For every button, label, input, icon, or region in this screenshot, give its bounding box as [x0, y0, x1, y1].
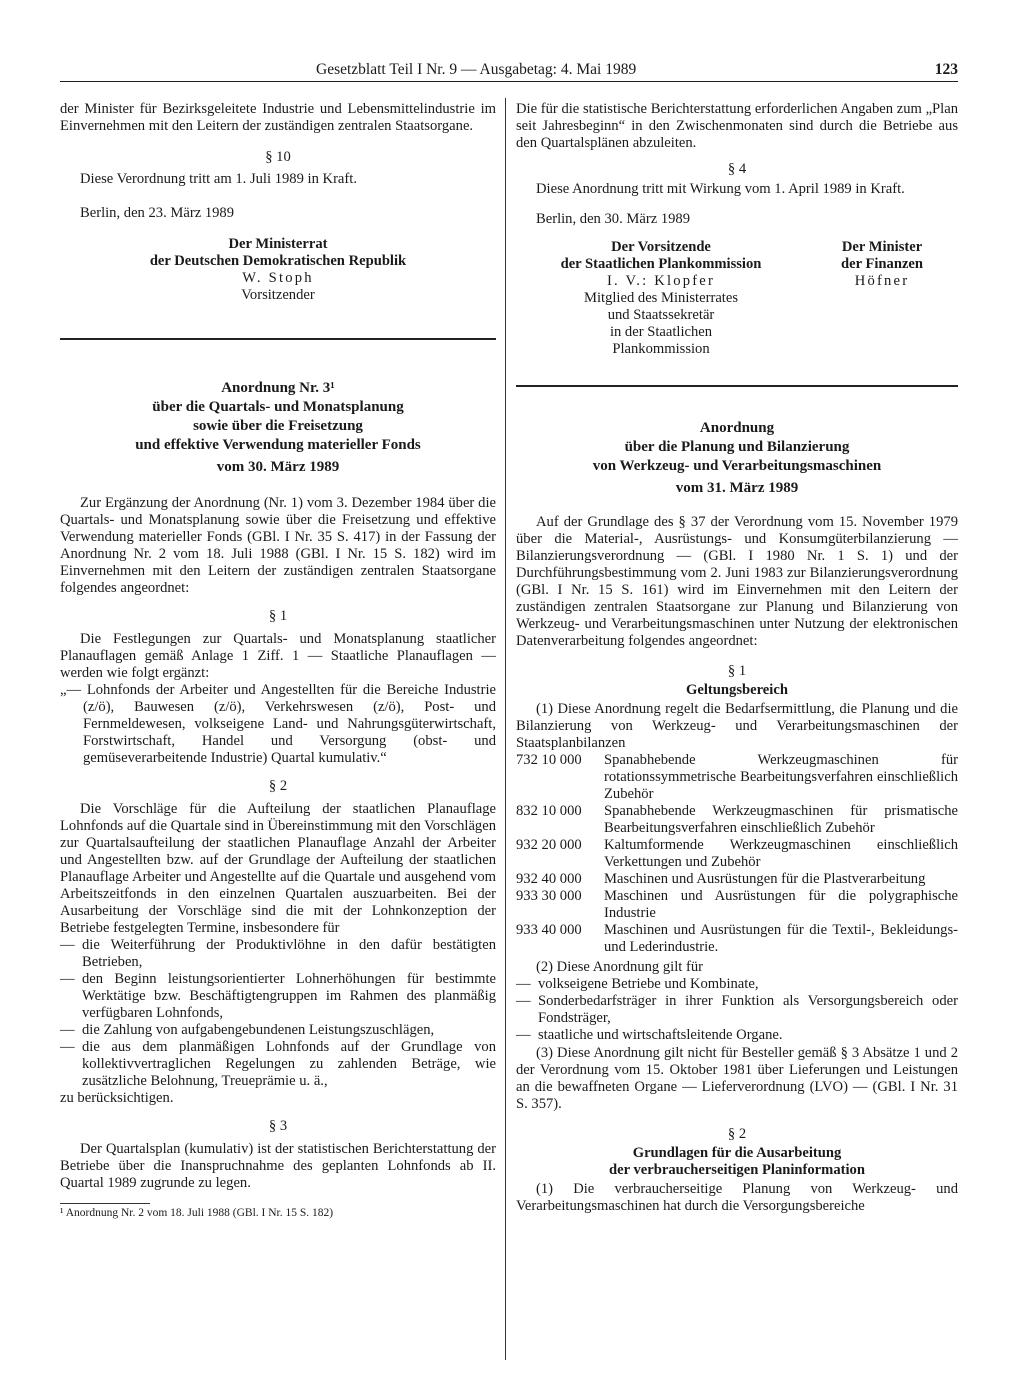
- signature-name: W. Stoph: [242, 270, 314, 286]
- list-item: 932 40 000 Maschinen und Ausrüstungen für die Plastverarbeitung: [516, 871, 926, 887]
- signature-role: Mitglied des Ministerrates: [583, 290, 739, 306]
- section-1-para-1: (1) Diese Anordnung regelt die Bedarfsermittlung, die Planung und die Bilanzierung von Werkzeug- und Verarbeitungsmaschinen der Staatsplanbilanzen: [516, 701, 958, 751]
- list-item: — die aus dem planmäßigen Lohnfonds auf der Grundlage von kollektivvertraglichen Regelungen zu zahlenden Beträge, wie zusätzliche Belohnung, Treueprämie u. ä.,: [60, 1039, 496, 1089]
- signature-name: Höfner: [854, 273, 910, 289]
- signature-org: der Finanzen: [840, 256, 924, 272]
- signature-org: Der Ministerrat: [228, 236, 328, 252]
- list-item: — die Weiterführung der Produktivlöhne in den dafür bestätigten Betrieben,: [60, 937, 496, 970]
- signature-block: [60, 236, 496, 304]
- title-date: vom 31. März 1989: [675, 480, 799, 496]
- title-line: von Werkzeug- und Verarbeitungsmaschinen: [592, 458, 882, 474]
- separator-rule: [60, 338, 496, 340]
- footnote-rule: [60, 1203, 150, 1204]
- page-number: 123: [934, 61, 958, 78]
- list-item: — staatliche und wirtschaftsleitende Organe.: [516, 1027, 783, 1043]
- page-header: [60, 61, 958, 82]
- signature-role: in der Staatlichen: [609, 324, 713, 340]
- title-date: vom 30. März 1989: [216, 459, 340, 475]
- signature-block: [516, 239, 806, 358]
- section-1-quote: „— Lohnfonds der Arbeiter und Angestellten für die Bereiche Industrie (z/ö), Bauwesen (z/ö), Verkehrswesen (z/ö), Post- und Fernmeldewesen, volkseigene Land- und Nahrungsgüterwirtschaft, Forstwirtschaft, Handel und Versorgung (obst- und gemüseverarbeitende Industrie) Quartal kumulativ.“: [60, 682, 496, 766]
- section-2-heading: § 2: [727, 1126, 747, 1142]
- signature-block: [806, 239, 958, 358]
- continuation-text: Die für die statistische Berichterstattung erforderlichen Angaben zum „Plan seit Jahresbeginn“ in den Zwischenmonaten sind durch die Betriebe aus den Quartalsplänen abzuleiten.: [516, 101, 958, 151]
- ordinance-title: [60, 379, 496, 477]
- title-line: über die Planung und Bilanzierung: [624, 439, 850, 455]
- title-line: über die Quartals- und Monatsplanung: [152, 399, 404, 415]
- signature-org: der Deutschen Demokratischen Republik: [149, 253, 407, 269]
- section-3-text: Der Quartalsplan (kumulativ) ist der statistischen Berichterstattung der Betriebe über die Inanspruchnahme des geplanten Lohnfonds ab II. Quartal 1989 zugrunde zu legen.: [60, 1141, 496, 1191]
- list-item: 933 40 000 Maschinen und Ausrüstungen für die Textil-, Bekleidungs- und Lederindustrie.: [516, 922, 958, 955]
- place-date: Berlin, den 23. März 1989: [80, 205, 235, 221]
- signature-name: I. V.: Klopfer: [606, 273, 716, 289]
- code-list: [516, 752, 958, 956]
- section-2-para-1: (1) Die verbraucherseitige Planung von Werkzeug- und Verarbeitungsmaschinen hat durch die Versorgungsbereiche: [516, 1181, 958, 1214]
- title-line: und effektive Verwendung materieller Fonds: [135, 437, 421, 453]
- section-1-title: Geltungsbereich: [686, 682, 788, 698]
- footnote: ¹ Anordnung Nr. 2 vom 18. Juli 1988 (GBl. I Nr. 15 S. 182): [60, 1207, 334, 1219]
- section-2-title: der verbraucherseitigen Planinformation: [609, 1162, 865, 1178]
- title-line: sowie über die Freisetzung: [193, 418, 363, 434]
- section-2-title: Grundlagen für die Ausarbeitung: [632, 1145, 842, 1161]
- list-item: 932 20 000 Kaltumformende Werkzeugmaschinen einschließlich Verkettungen und Zubehör: [516, 837, 958, 870]
- section-3-heading: § 3: [268, 1118, 288, 1134]
- list-item: 933 30 000 Maschinen und Ausrüstungen für die polygraphische Industrie: [516, 888, 958, 921]
- list-item: — den Beginn leistungsorientierter Lohnerhöhungen für bestimmte Werktätige bzw. Beschäftigtengruppen im Rahmen des planmäßig verfügbaren Lohnfonds,: [60, 971, 496, 1021]
- title-line: Anordnung Nr. 3¹: [221, 380, 335, 396]
- section-10-heading: § 10: [265, 149, 291, 165]
- section-2-end: zu berücksichtigen.: [60, 1090, 174, 1106]
- signature-role: Plankommission: [612, 341, 710, 357]
- section-1-text: Die Festlegungen zur Quartals- und Monatsplanung staatlicher Planauflagen gemäß Anlage 1 Ziff. 1 — Staatliche Planauflagen — werden wie folgt ergänzt:: [60, 631, 496, 681]
- signature-org: der Staatlichen Plankommission: [560, 256, 762, 272]
- list-item: — volkseigene Betriebe und Kombinate,: [516, 976, 759, 992]
- header-title: Gesetzblatt Teil I Nr. 9 — Ausgabetag: 4. Mai 1989: [316, 61, 637, 78]
- section-4-heading: § 4: [727, 161, 747, 177]
- list-item: — die Zahlung von aufgabengebundenen Leistungszuschlägen,: [60, 1022, 435, 1038]
- signature-org: Der Vorsitzende: [611, 239, 711, 255]
- left-column: [60, 101, 496, 1220]
- preamble-text: Zur Ergänzung der Anordnung (Nr. 1) vom 3. Dezember 1984 über die Quartals- und Monatsplanung sowie über die Freisetzung und effektive Verwendung materieller Fonds (GBl. I Nr. 35 S. 417) in der Fassung der Anordnung Nr. 2 vom 18. Juli 1988 (GBl. I Nr. 15 S. 182) wird im Einvernehmen mit den Leitern der zuständigen zentralen Staatsorgane folgendes angeordnet:: [60, 495, 496, 596]
- preamble-text: Auf der Grundlage des § 37 der Verordnung vom 15. November 1979 über die Material-, Ausrüstungs- und Konsumgüterbilanzierung — Bilanzierungsverordnung — (GBl. I 1980 Nr. 1 S. 1) und der Durchführungsbestimmung vom 2. Juni 1983 zur Bilanzierungsverordnung (GBl. I Nr. 15 S. 161) wird im Einvernehmen mit den Leitern der zuständigen zentralen Staatsorgane zur Planung und Bilanzierung von Werkzeug- und Verarbeitungsmaschinen unter Nutzung der elektronischen Datenverarbeitung folgendes angeordnet:: [516, 514, 958, 649]
- section-2-text: Die Vorschläge für die Aufteilung der staatlichen Planauflage Lohnfonds auf die Quartale sind in Übereinstimmung mit den Vorschlägen zur Quartalsaufteilung der staatlichen Planauflage Anzahl der Arbeiter und Angestellten bzw. auf der Grundlage der Aufteilung der staatlichen Planauflage Arbeiter und Angestellte auf die Quartale und ausgehend vom Arbeitszeitfonds in den einzelnen Quartalen auszuarbeiten. Bei der Ausarbeitung der Vorschläge sind die mit der Lohnkonzeption der Betriebe festgelegten Termine, insbesondere für: [60, 801, 496, 936]
- section-10-text: Diese Verordnung tritt am 1. Juli 1989 in Kraft.: [80, 171, 357, 187]
- signature-org: Der Minister: [841, 239, 923, 255]
- section-1-list: [516, 976, 958, 1044]
- section-2-list: [60, 937, 496, 1090]
- list-item: 732 10 000 Spanabhebende Werkzeugmaschinen für rotationssymmetrische Bearbeitungsverfahren einschließlich Zubehör: [516, 752, 958, 802]
- right-column: [516, 101, 958, 1215]
- list-item: 832 10 000 Spanabhebende Werkzeugmaschinen für prismatische Bearbeitungsverfahren einschließlich Zubehör: [516, 803, 958, 836]
- signature-role: Vorsitzender: [241, 287, 315, 303]
- signature-role: und Staatssekretär: [607, 307, 715, 323]
- list-item: — Sonderbedarfsträger in ihrer Funktion als Versorgungsbereich oder Fondsträger,: [516, 993, 958, 1026]
- title-line: Anordnung: [699, 420, 775, 436]
- section-4-text: Diese Anordnung tritt mit Wirkung vom 1. April 1989 in Kraft.: [536, 181, 905, 197]
- column-divider: [505, 98, 506, 1360]
- signature-row: [516, 239, 958, 358]
- place-date: Berlin, den 30. März 1989: [536, 211, 691, 227]
- ordinance-title: [516, 419, 958, 498]
- section-1-para-3: (3) Diese Anordnung gilt nicht für Besteller gemäß § 3 Absätze 1 und 2 der Verordnung vom 15. Oktober 1981 über Lieferungen und Leistungen an die bewaffneten Organe — Lieferverordnung (LVO) — (GBl. I Nr. 31 S. 357).: [516, 1045, 958, 1112]
- separator-rule: [516, 385, 958, 387]
- intro-text: der Minister für Bezirksgeleitete Industrie und Lebensmittelindustrie im Einvernehmen mit den Leitern der zuständigen zentralen Staatsorgane.: [60, 101, 496, 134]
- section-2-heading: § 2: [268, 778, 288, 794]
- section-1-heading: § 1: [727, 663, 747, 679]
- section-1-heading: § 1: [268, 608, 288, 624]
- section-1-para-2: (2) Diese Anordnung gilt für: [536, 959, 703, 975]
